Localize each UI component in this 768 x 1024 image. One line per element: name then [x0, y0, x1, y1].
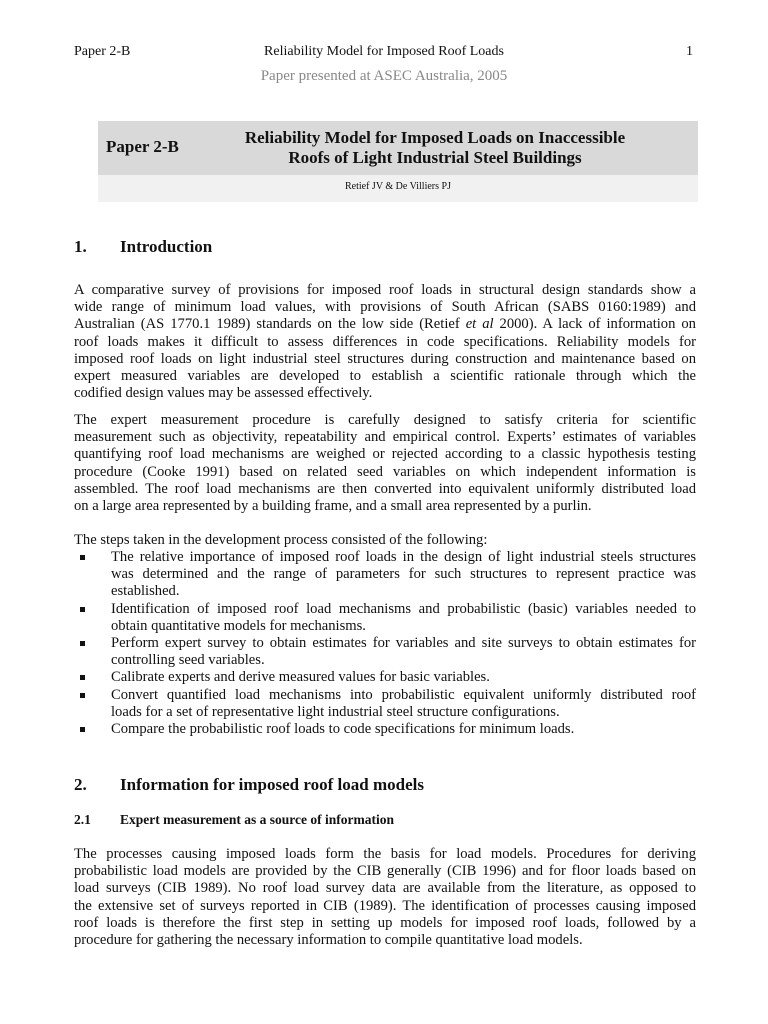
subsection-heading	[74, 812, 394, 828]
text-span: 2000). A lack of information on	[493, 316, 696, 333]
paragraph	[74, 846, 696, 949]
text-line: wide range of minimum load values, with provisions of South African (SABS 0160:1989) and	[74, 299, 696, 316]
text-line: controlling seed variables.	[111, 652, 265, 669]
text-line: was determined and the range of parameters for such structures to represent practice was	[111, 566, 696, 583]
list-item	[74, 635, 696, 669]
bullet-icon	[80, 607, 85, 612]
subsection-number: 2.1	[74, 812, 91, 827]
text-line: A comparative survey of provisions for imposed roof loads in structural design standards show a	[74, 282, 696, 298]
text-span: Australian (AS 1770.1 1989) standards on the low side (Retief	[74, 316, 466, 333]
running-header-title: Reliability Model for Imposed Roof Loads	[264, 44, 504, 59]
paper-label: Paper 2-B	[106, 137, 179, 156]
text-line: quantifying roof load mechanisms are weighed or rejected according to a classic hypothesis testing	[74, 446, 696, 463]
page-number: 1	[686, 44, 693, 59]
text-line: obtain quantitative models for mechanisms.	[111, 617, 366, 634]
text-line: Convert quantified load mechanisms into probabilistic equivalent uniformly distributed roof	[111, 686, 696, 703]
text-line: codified design values may be assessed effectively.	[74, 385, 373, 402]
italic-text: et al	[465, 316, 494, 333]
text-line	[74, 316, 696, 333]
authors: Retief JV & De Villiers PJ	[345, 181, 451, 192]
text-line: the extensive set of surveys reported in CIB (1989). The identification of processes causing imposed	[74, 897, 696, 914]
text-line: Compare the probabilistic roof loads to code specifications for minimum loads.	[111, 721, 575, 738]
title-line: Roofs of Light Industrial Steel Buildings	[288, 148, 582, 167]
section-heading-information	[74, 775, 424, 795]
list-item	[74, 601, 696, 635]
section-title: Introduction	[120, 237, 213, 256]
text-line: loads for a set of representative light industrial steel structure configurations.	[111, 703, 560, 720]
bullet-icon	[80, 641, 85, 646]
paper-title	[210, 128, 660, 168]
running-header-left: Paper 2-B	[74, 44, 131, 59]
text-line: measurement such as objectivity, repeatability and empirical control. Experts’ estimates of variables	[74, 429, 696, 446]
list-item	[74, 721, 696, 738]
text-line: established.	[111, 583, 180, 600]
subsection-title: Expert measurement as a source of information	[120, 812, 394, 827]
section-title: Information for imposed roof load models	[120, 775, 424, 794]
text-line: Perform expert survey to obtain estimates for variables and site surveys to obtain estimates for	[111, 635, 696, 652]
title-line: Reliability Model for Imposed Loads on Inaccessible	[244, 128, 626, 147]
bullet-icon	[80, 555, 85, 560]
text-line: expert measured variables are developed to establish a scientific rationale through which the	[74, 368, 696, 385]
text-line: procedure for gathering the necessary information to compile quantitative load models.	[74, 932, 583, 949]
text-line: on a large area represented by a building frame, and a small area represented by a purlin.	[74, 498, 592, 515]
text-line: imposed roof loads on light industrial steel structures during construction and maintenance based on	[74, 350, 696, 367]
text-line: probabilistic load models are provided by the CIB generally (CIB 1996) and for floor loads based on	[74, 863, 696, 880]
text-line: procedure (Cooke 1991) based on related seed variables on which independent information is	[74, 463, 696, 480]
text-line: roof loads is therefore the first step in setting up models for imposed roof loads, followed by a	[74, 914, 696, 931]
text-line: assembled. The roof load mechanisms are then converted into equivalent uniformly distributed load	[74, 480, 696, 497]
steps-list	[74, 549, 696, 738]
list-item	[74, 549, 696, 601]
text-line: Calibrate experts and derive measured values for basic variables.	[111, 669, 490, 686]
bullet-icon	[80, 727, 85, 732]
steps-intro: The steps taken in the development process consisted of the following:	[74, 532, 488, 548]
text-line: The processes causing imposed loads form the basis for load models. Procedures for deriving	[74, 846, 696, 862]
text-line: roof loads makes it difficult to assess differences in code specifications. Reliability models for	[74, 333, 696, 350]
bullet-icon	[80, 675, 85, 680]
paragraph	[74, 282, 696, 402]
paragraph	[74, 412, 696, 515]
section-number: 1.	[74, 237, 87, 256]
text-line: load surveys (CIB 1989). No roof load survey data are available from the literature, as opposed to	[74, 880, 696, 897]
bullet-icon	[80, 693, 85, 698]
list-item	[74, 687, 696, 721]
section-heading-introduction	[74, 237, 212, 257]
conference-note: Paper presented at ASEC Australia, 2005	[260, 68, 508, 84]
section-number: 2.	[74, 775, 87, 794]
text-line: The relative importance of imposed roof loads in the design of light industrial steels structures	[111, 549, 696, 565]
text-line: The expert measurement procedure is carefully designed to satisfy criteria for scientific	[74, 412, 696, 428]
list-item	[74, 669, 696, 686]
text-line: Identification of imposed roof load mechanisms and probabilistic (basic) variables needed to	[111, 600, 696, 617]
